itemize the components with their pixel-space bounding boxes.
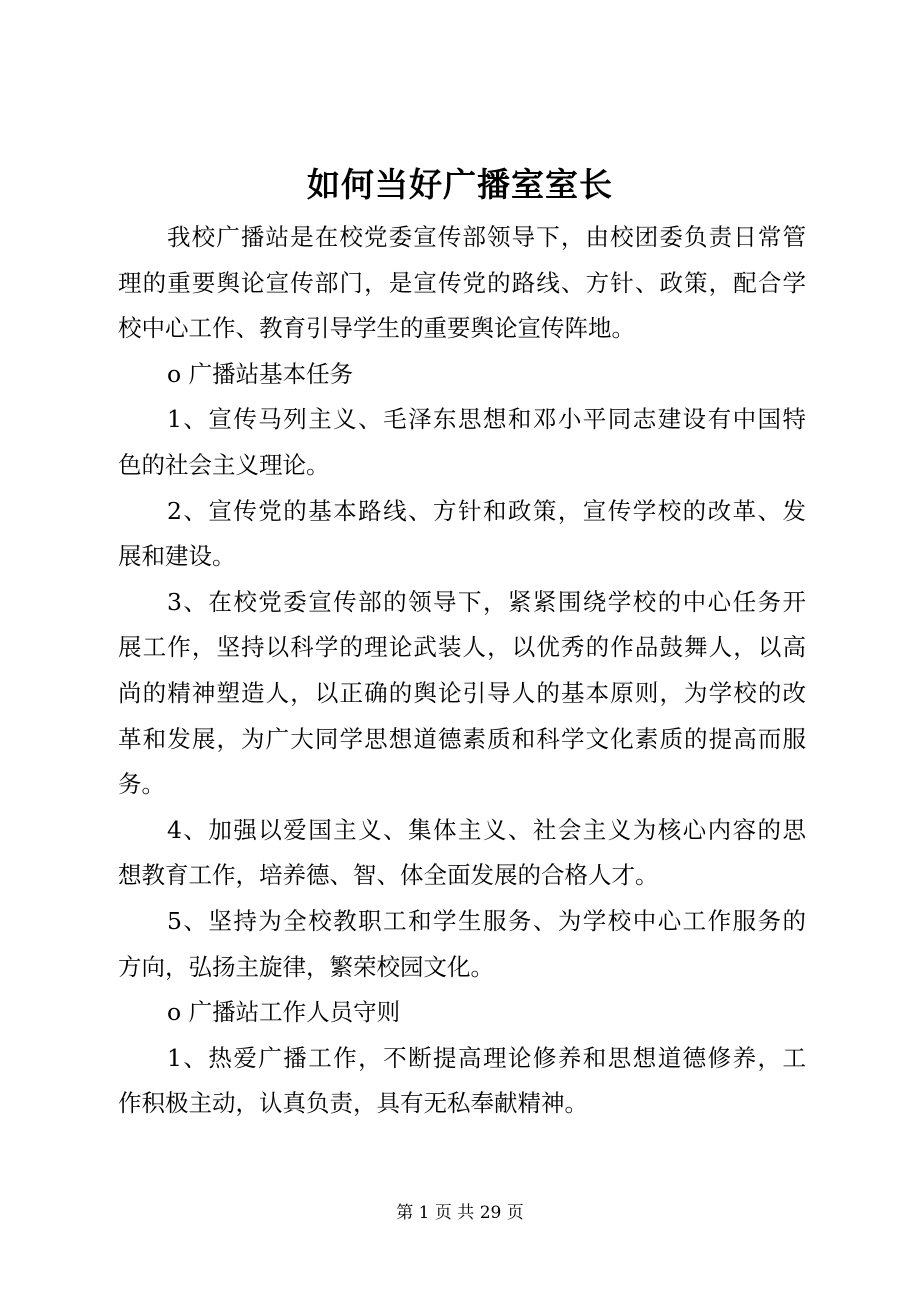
paragraph-line: 3、在校党委宣传部的领导下，紧紧围绕学校的中心任务开 xyxy=(167,587,806,616)
paragraph-line: 想教育工作，培养德、智、体全面发展的合格人才。 xyxy=(118,861,659,890)
paragraph-line: o 广播站工作人员守则 xyxy=(167,998,401,1027)
paragraph xyxy=(118,808,806,899)
paragraph xyxy=(118,990,806,1036)
document-body xyxy=(118,215,806,1127)
paragraph-line: 方向，弘扬主旋律，繁荣校园文化。 xyxy=(118,952,494,981)
paragraph-line: 展和建设。 xyxy=(118,542,236,571)
paragraph-line: 展工作，坚持以科学的理论武装人，以优秀的作品鼓舞人，以高 xyxy=(118,633,806,662)
paragraph xyxy=(118,899,806,990)
paragraph xyxy=(118,580,806,808)
paragraph-line: 理的重要舆论宣传部门，是宣传党的路线、方针、政策，配合学 xyxy=(118,268,806,297)
paragraph-line: o 广播站基本任务 xyxy=(167,359,354,388)
document-title: 如何当好广播室室长 xyxy=(307,165,613,204)
paragraph xyxy=(118,1036,806,1127)
paragraph-line: 1、宣传马列主义、毛泽东思想和邓小平同志建设有中国特 xyxy=(167,405,806,434)
paragraph-line: 色的社会主义理论。 xyxy=(118,450,330,479)
paragraph xyxy=(118,397,806,488)
paragraph xyxy=(118,215,806,352)
paragraph-line: 革和发展，为广大同学思想道德素质和科学文化素质的提高而服 xyxy=(118,724,806,753)
paragraph-line: 5、坚持为全校教职工和学生服务、为学校中心工作服务的 xyxy=(167,906,806,935)
paragraph xyxy=(118,352,806,398)
page-number-footer: 第 1 页 共 29 页 xyxy=(396,1203,524,1223)
paragraph-line: 作积极主动，认真负责，具有无私奉献精神。 xyxy=(118,1089,588,1118)
paragraph-line: 我校广播站是在校党委宣传部领导下，由校团委负责日常管 xyxy=(167,223,806,251)
paragraph-line: 2、宣传党的基本路线、方针和政策，宣传学校的改革、发 xyxy=(167,496,806,525)
paragraph-line: 校中心工作、教育引导学生的重要舆论宣传阵地。 xyxy=(118,314,635,343)
paragraph-line: 4、加强以爱国主义、集体主义、社会主义为核心内容的思 xyxy=(167,815,806,844)
paragraph-line: 1、热爱广播工作，不断提高理论修养和思想道德修养，工 xyxy=(167,1043,806,1072)
paragraph-line: 务。 xyxy=(118,770,165,799)
paragraph-line: 尚的精神塑造人，以正确的舆论引导人的基本原则，为学校的改 xyxy=(118,678,806,707)
paragraph xyxy=(118,489,806,580)
